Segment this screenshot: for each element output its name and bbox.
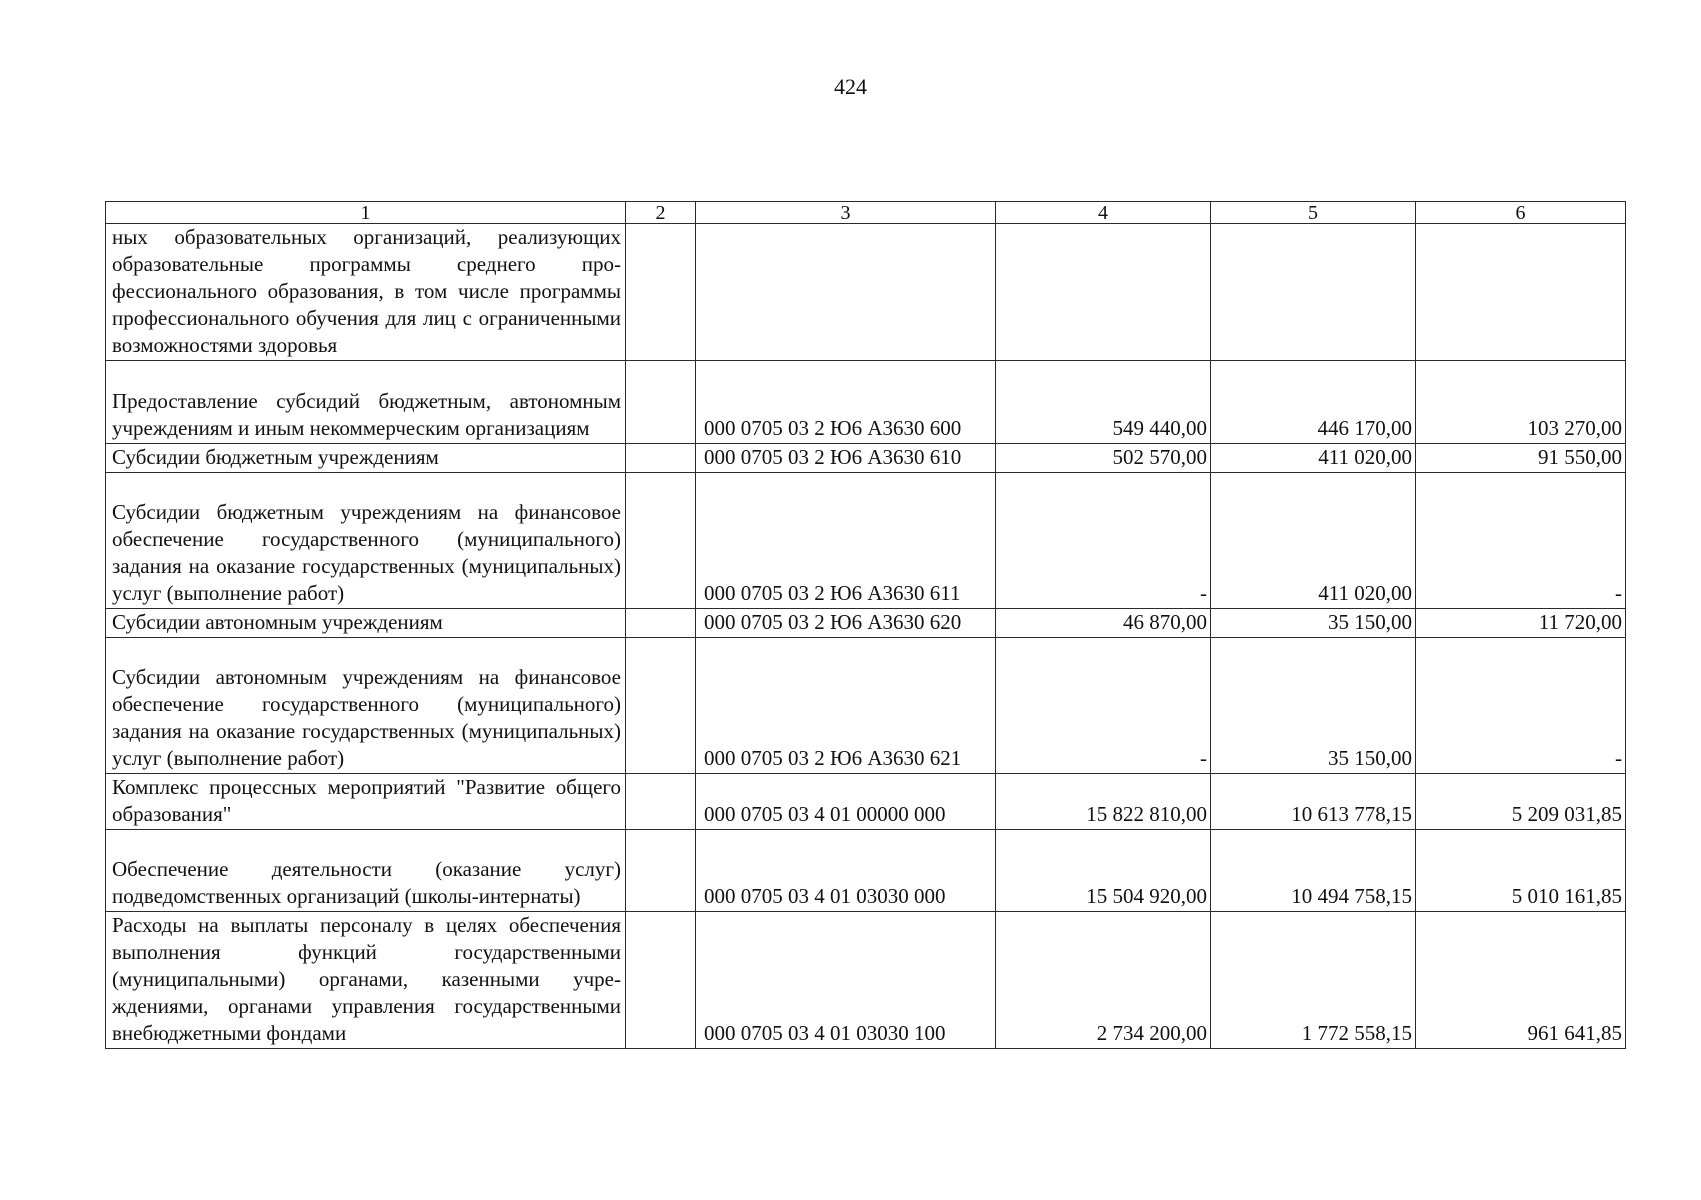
- row-value-5-cell: [1211, 224, 1416, 361]
- row-value-4-cell: 46 870,00: [996, 609, 1211, 638]
- budget-table: [105, 201, 1626, 1049]
- row-code-cell: 000 0705 03 2 Ю6 А3630 620: [696, 609, 996, 638]
- column-number-3: 3: [696, 202, 996, 224]
- row-name-cell: Обеспечение деятельности (оказание услуг) подведомственных организаций (школы-интернаты): [106, 830, 626, 912]
- row-code-cell: [696, 224, 996, 361]
- row-name-cell: ных образовательных организаций, реализующих образовательные программы среднего профессионального образования, в том числе программы профессионального обучения для лиц с ограниченными возможностями здоровья: [106, 224, 626, 361]
- row-value-5-cell: 10 494 758,15: [1211, 830, 1416, 912]
- column-number-4: 4: [996, 202, 1211, 224]
- page-number: 424: [834, 74, 867, 99]
- column-number-2: 2: [626, 202, 696, 224]
- row-value-4-cell: 15 504 920,00: [996, 830, 1211, 912]
- column-number-5: 5: [1211, 202, 1416, 224]
- row-value-5-cell: 446 170,00: [1211, 361, 1416, 444]
- row-col2-cell: [626, 609, 696, 638]
- row-name-cell: Предоставление субсидий бюджетным, автономным учреждениям и иным некоммерческим организациям: [106, 361, 626, 444]
- row-value-5-cell: 411 020,00: [1211, 473, 1416, 609]
- row-value-6-cell: 961 641,85: [1416, 912, 1626, 1049]
- table-row: [106, 912, 1626, 1049]
- row-col2-cell: [626, 830, 696, 912]
- row-name-cell: Расходы на выплаты персоналу в целях обеспечения выполнения функций государственными (муниципальными) органами, казенными учреждениями, органами управления государственными внебюджетными фондами: [106, 912, 626, 1049]
- row-value-4-cell: 2 734 200,00: [996, 912, 1211, 1049]
- row-value-5-cell: 35 150,00: [1211, 638, 1416, 774]
- row-value-4-cell: 15 822 810,00: [996, 774, 1211, 830]
- row-value-4-cell: 502 570,00: [996, 444, 1211, 473]
- row-value-6-cell: 5 209 031,85: [1416, 774, 1626, 830]
- row-value-5-cell: 35 150,00: [1211, 609, 1416, 638]
- row-col2-cell: [626, 444, 696, 473]
- row-value-4-cell: [996, 224, 1211, 361]
- row-value-6-cell: -: [1416, 473, 1626, 609]
- row-value-4-cell: 549 440,00: [996, 361, 1211, 444]
- row-code-cell: 000 0705 03 2 Ю6 А3630 611: [696, 473, 996, 609]
- row-value-6-cell: 103 270,00: [1416, 361, 1626, 444]
- row-value-5-cell: 1 772 558,15: [1211, 912, 1416, 1049]
- row-code-cell: 000 0705 03 4 01 00000 000: [696, 774, 996, 830]
- table-body: [106, 202, 1626, 1049]
- column-number-1: 1: [106, 202, 626, 224]
- row-value-5-cell: 411 020,00: [1211, 444, 1416, 473]
- table-row: [106, 224, 1626, 361]
- row-name-cell: Субсидии бюджетным учреждениям: [106, 444, 626, 473]
- row-value-4-cell: -: [996, 473, 1211, 609]
- row-code-cell: 000 0705 03 2 Ю6 А3630 610: [696, 444, 996, 473]
- table-row: [106, 609, 1626, 638]
- table-row: [106, 444, 1626, 473]
- table-row: [106, 473, 1626, 609]
- table-row: [106, 638, 1626, 774]
- row-code-cell: 000 0705 03 2 Ю6 А3630 600: [696, 361, 996, 444]
- row-code-cell: 000 0705 03 4 01 03030 100: [696, 912, 996, 1049]
- row-value-4-cell: -: [996, 638, 1211, 774]
- row-value-6-cell: [1416, 224, 1626, 361]
- row-value-6-cell: 11 720,00: [1416, 609, 1626, 638]
- table-row: [106, 774, 1626, 830]
- row-col2-cell: [626, 224, 696, 361]
- column-number-row: [106, 202, 1626, 224]
- table-row: [106, 361, 1626, 444]
- column-number-6: 6: [1416, 202, 1626, 224]
- row-name-cell: Комплекс процессных мероприятий "Развитие общего образования": [106, 774, 626, 830]
- table-row: [106, 830, 1626, 912]
- row-col2-cell: [626, 473, 696, 609]
- row-name-cell: Субсидии автономным учреждениям на финансовое обеспечение государственного (муниципального) задания на оказание государственных (муниципальных) услуг (выполнение работ): [106, 638, 626, 774]
- row-value-6-cell: -: [1416, 638, 1626, 774]
- row-col2-cell: [626, 638, 696, 774]
- row-value-6-cell: 5 010 161,85: [1416, 830, 1626, 912]
- row-name-cell: Субсидии бюджетным учреждениям на финансовое обеспечение государственного (муниципального) задания на оказание государственных (муниципальных) услуг (выполнение работ): [106, 473, 626, 609]
- row-name-cell: Субсидии автономным учреждениям: [106, 609, 626, 638]
- row-value-5-cell: 10 613 778,15: [1211, 774, 1416, 830]
- row-col2-cell: [626, 912, 696, 1049]
- row-col2-cell: [626, 774, 696, 830]
- row-code-cell: 000 0705 03 2 Ю6 А3630 621: [696, 638, 996, 774]
- row-code-cell: 000 0705 03 4 01 03030 000: [696, 830, 996, 912]
- row-value-6-cell: 91 550,00: [1416, 444, 1626, 473]
- row-col2-cell: [626, 361, 696, 444]
